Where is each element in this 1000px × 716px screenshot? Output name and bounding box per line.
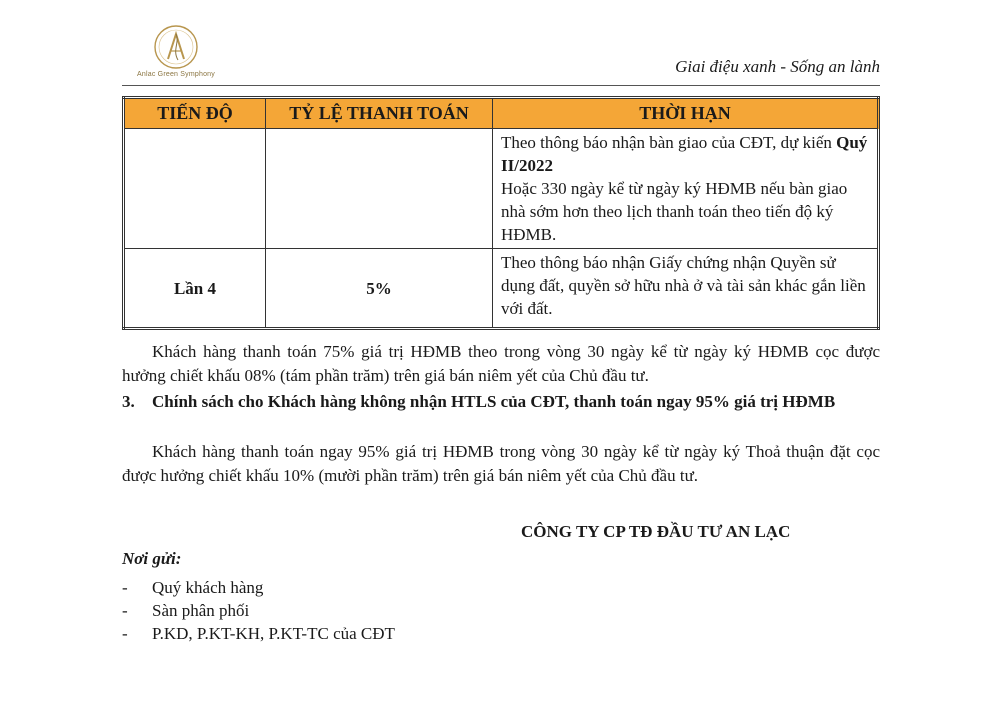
list-dash: - [122,601,128,620]
deadline-cell [493,129,879,249]
payment-schedule-table [122,96,880,330]
table-row [124,249,879,329]
list-item [122,622,395,645]
header-deadline: THỜI HẠN [493,98,879,129]
list-item [122,599,395,622]
stage-cell [124,129,266,249]
recipient-text: P.KD, P.KT-KH, P.KT-TC của CĐT [152,624,395,643]
list-dash: - [122,624,128,643]
company-name: CÔNG TY CP TĐ ĐẦU TƯ AN LẠC [521,522,791,541]
tagline: Giai điệu xanh - Sống an lành [675,57,880,76]
table-row [124,129,879,249]
header-rate: TỶ LỆ THANH TOÁN [266,98,493,129]
rate-cell [266,129,493,249]
deadline-quarter: Quý II/2022 [501,133,868,175]
section-title: Chính sách cho Khách hàng không nhận HTLS của CĐT, thanh toán ngay 95% giá trị HĐMB [152,392,836,411]
deadline-text: Theo thông báo nhận bàn giao của CĐT, dự kiến [501,133,837,152]
company-logo [136,24,216,84]
section-number: 3. [122,392,135,411]
section-body: Khách hàng thanh toán ngay 95% giá trị HĐMB trong vòng 30 ngày kể từ ngày ký Thoả thuận đặt cọc được hưởng chiết khấu 10% (mười phần trăm) trên giá bán niêm yết của Chủ đầu tư. [122,442,880,485]
header-divider [122,85,880,86]
table-header-row [124,98,879,129]
stage-cell: Lần 4 [124,249,266,329]
logo-caption: Anlac Green Symphony [137,71,215,78]
recipients-list [122,576,395,645]
logo-emblem-icon [150,24,202,70]
list-item [122,576,395,599]
header-stage: TIẾN ĐỘ [124,98,266,129]
recipient-text: Sàn phân phối [152,601,250,620]
list-dash: - [122,578,128,597]
deadline-alt-text: Hoặc 330 ngày kể từ ngày ký HĐMB nếu bàn giao nhà sớm hơn theo lịch thanh toán theo tiến độ ký HĐMB. [501,179,848,244]
rate-cell: 5% [266,249,493,329]
recipient-text: Quý khách hàng [152,578,264,597]
recipients-label: Nơi gửi: [122,549,182,568]
deadline-cell: Theo thông báo nhận Giấy chứng nhận Quyền sử dụng đất, quyền sở hữu nhà ở và tài sản khác gắn liền với đất. [493,249,879,329]
paragraph-75-percent: Khách hàng thanh toán 75% giá trị HĐMB theo trong vòng 30 ngày kể từ ngày ký HĐMB cọc được hưởng chiết khấu 08% (tám phần trăm) trên giá bán niêm yết của Chủ đầu tư. [122,342,880,385]
